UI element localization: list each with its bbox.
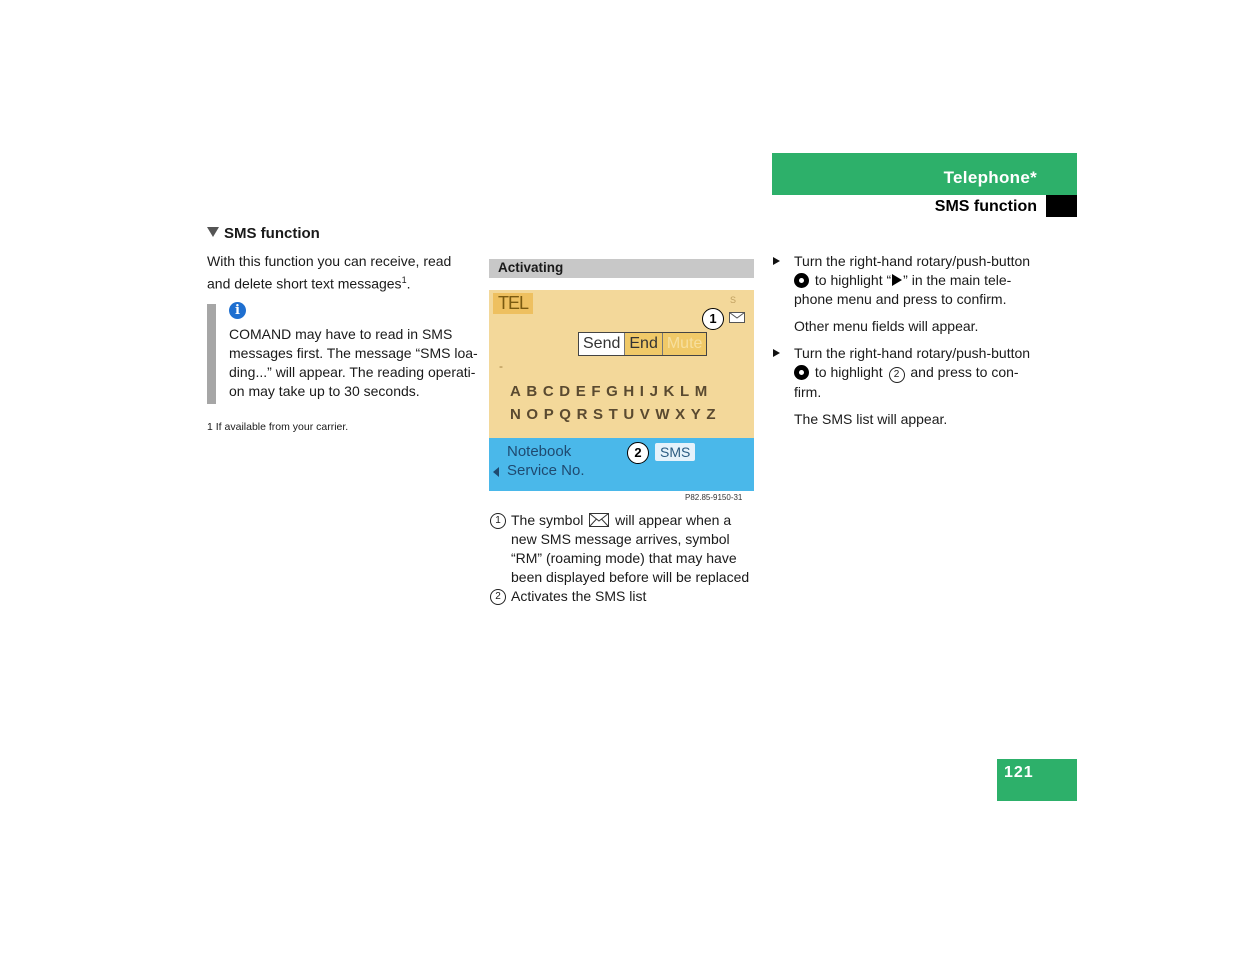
display-screenshot: [489, 290, 754, 491]
triangle-down-icon: [207, 227, 219, 237]
instruction-result: The SMS list will appear.: [794, 411, 948, 427]
info-note: COMAND may have to read in SMS messages first. The message “SMS loa-ding...” will appear. The reading operati-on may take up to 30 seconds.: [229, 326, 478, 399]
screen-mute-button: Mute: [663, 333, 707, 355]
envelope-icon: [729, 312, 745, 323]
screen-menu-bar: [489, 438, 754, 491]
screen-button-row: [578, 332, 707, 356]
chapter-title: Telephone*: [943, 168, 1037, 187]
arrow-right-icon: [773, 257, 780, 265]
callout-1: 1: [702, 308, 724, 330]
signal-icon: S: [730, 295, 737, 305]
activating-label: Activating: [498, 260, 564, 275]
subsection-header: [772, 195, 1077, 217]
instruction-result: Other menu fields will appear.: [794, 318, 979, 334]
figure-code: P82.85-9150-31: [685, 493, 743, 502]
footnote-marker: 1: [401, 275, 407, 285]
legend-number: 2: [490, 589, 506, 605]
instructions: [772, 252, 1042, 437]
screen-sms-button: SMS: [655, 443, 695, 461]
header-marker: [1046, 195, 1077, 217]
legend-item: 2 Activates the SMS list: [489, 587, 755, 606]
note-bar: [207, 304, 216, 404]
screen-letters-row-2: NOPQRSTUVWXYZ: [510, 406, 722, 423]
info-icon: i: [229, 302, 246, 319]
figure-legend: [489, 511, 755, 606]
instruction-step: Turn the right-hand rotary/push-button to highlight “ ” in the main tele-phone menu and press to confirm.: [772, 252, 1042, 309]
activating-bar: [489, 259, 754, 278]
page-number-box: [997, 759, 1077, 801]
section-title: SMS function: [207, 225, 320, 242]
callout-2: 2: [627, 442, 649, 464]
chapter-header: [772, 153, 1077, 195]
instruction-step: Turn the right-hand rotary/push-button to highlight 2 and press to con-firm.: [772, 344, 1042, 402]
subsection-title: SMS function: [934, 198, 1037, 215]
arrow-left-icon: [493, 467, 499, 477]
legend-item: 1 The symbol will appear when a new SMS message arrives, symbol “RM” (roaming mode) that may have been displayed before will be replaced: [489, 511, 755, 587]
callout-ref: 2: [889, 367, 905, 383]
screen-notebook: Notebook: [507, 443, 572, 460]
screen-send-button: Send: [579, 333, 625, 355]
play-icon: [892, 274, 902, 286]
screen-service-no: Service No.: [507, 462, 585, 479]
footnote: 1 If available from your carrier.: [207, 421, 349, 433]
screen-input-line: -: [499, 359, 503, 373]
screen-end-button: End: [625, 333, 662, 355]
envelope-icon: [589, 513, 609, 527]
arrow-right-icon: [773, 349, 780, 357]
page-number: 121: [1004, 764, 1034, 781]
rotary-knob-icon: [794, 365, 809, 380]
screen-letters-row-1: ABCDEFGHIJKLM: [510, 383, 713, 400]
screen-tel-label: TEL: [493, 293, 533, 314]
rotary-knob-icon: [794, 273, 809, 288]
legend-number: 1: [490, 513, 506, 529]
intro-paragraph: With this function you can receive, read and delete short text messages$^1$.: [207, 253, 452, 292]
